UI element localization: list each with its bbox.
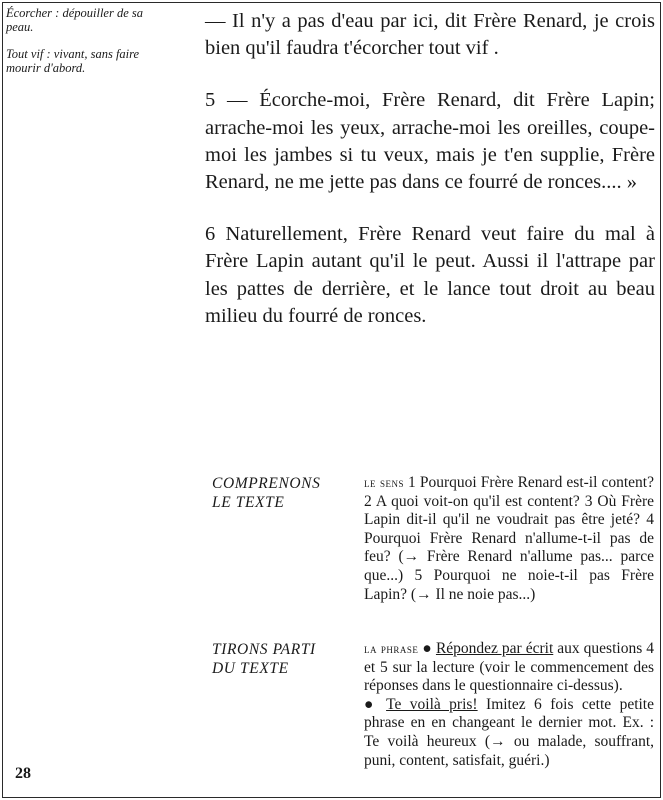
side-notes (6, 6, 146, 88)
instruction-underlined: Répondez par écrit (435, 640, 554, 657)
bullet-icon: ● (422, 640, 432, 657)
paragraph-4 (205, 8, 655, 62)
instruction-text: aux questions 4 et 5 sur la lecture (voir le commencement des réponses dans le questionnaire ci-dessus). (364, 640, 654, 695)
paragraph-6 (205, 221, 655, 330)
paragraph-number: 5 (205, 89, 216, 112)
side-note-ecorcher: Écorcher : dépouiller de sa peau. (6, 6, 143, 35)
exercise-heading (212, 474, 352, 512)
exercise-label: la phrase (364, 641, 419, 656)
heading-line: LE TEXTE (212, 494, 285, 511)
heading-line: DU TEXTE (212, 660, 289, 677)
exercise-body (364, 474, 654, 604)
paragraph-text: — Il n'y a pas d'eau par ici, dit Frère Renard, je crois bien qu'il faudra t'écorcher tout vif . (205, 10, 655, 60)
story-text (205, 8, 655, 355)
heading-line: COMPRENONS (212, 475, 321, 492)
paragraph-text: — Écorche-moi, Frère Renard, dit Frère Lapin; arrache-moi les yeux, arrache-moi les oreilles, coupe-moi les jambes si tu veux, mais je t'en supplie, Frère Renard, ne me jette pas dans ce fourré de ronces.... » (205, 89, 655, 194)
bullet-icon: ● (364, 695, 378, 713)
exercise-heading (212, 640, 352, 678)
exercise-label: le sens (364, 475, 404, 490)
page-number: 28 (15, 765, 31, 782)
side-note-tout-vif: Tout vif : vivant, sans faire mourir d'abord. (6, 46, 140, 76)
paragraph-text: Naturellement, Frère Renard veut faire du mal à Frère Lapin autant qu'il le peut. Aussi il l'attrape par les pattes de derrière, et le lance tout droit au beau milieu du fourré de ronces. (205, 223, 655, 327)
exercise-body (364, 640, 654, 770)
instruction-text: Imitez 6 fois cette petite phrase en en changeant le dernier mot. Ex. : Te voilà heureux (→ ou malade, souffrant, puni, content, satisfait, guéri.) (364, 695, 654, 769)
paragraph-5 (205, 87, 655, 196)
instruction-underlined: Te voilà pris! (386, 695, 478, 713)
exercise-text: 1 Pourquoi Frère Renard est-il content? 2 A quoi voit-on qu'il est content? 3 Où Frère Lapin dit-il qu'il ne voudrait pas être jeté? 4 Pourquoi Frère Renard n'allume-t-il pas de feu? (→ Frère Renard n'allume pas... parce que...) 5 Pourquoi ne noie-t-il pas Frère Lapin? (→ Il ne noie pas...) (364, 474, 654, 603)
heading-line: TIRONS PARTI (212, 641, 316, 658)
paragraph-number: 6 (205, 223, 216, 246)
